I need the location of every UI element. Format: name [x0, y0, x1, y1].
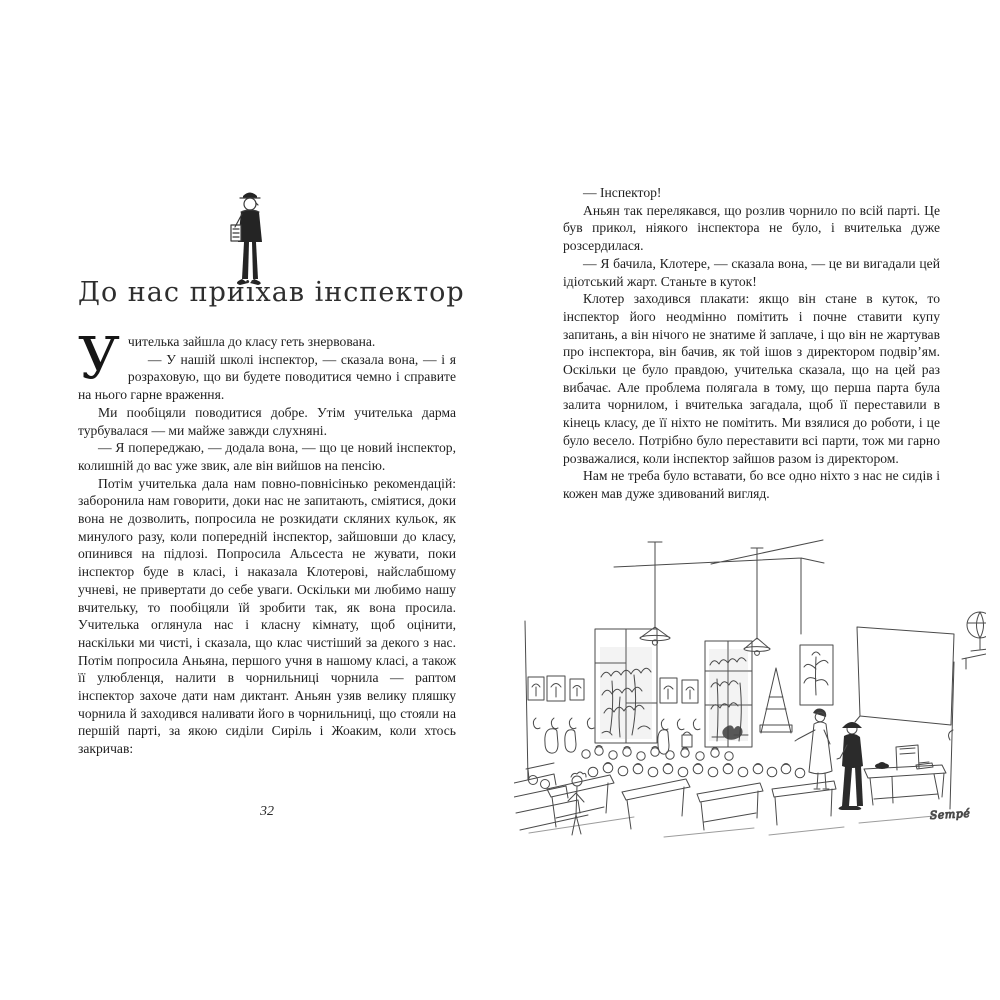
right-page-body — [563, 184, 940, 503]
window-with-plants-left — [595, 629, 657, 743]
page-number: 32 — [260, 804, 274, 819]
body-paragraph: Потім учителька дала нам повно-повнісінько рекомендацій: заборонила нам говорити, доки нас не запитають, сміятися, доки вона не дозволить, попросила не розкидати скляних кульок, як минулого разу, коли попередній інспектор, зайшовши до класу, опинився на підлозі. Попросила Альсеста не жувати, поки інспектор буде в класі, і наказала Клотерові, найслабшому учневі, не привертати до себе уваги. Оскільки ми любимо нашу вчительку, то пообіцяли їй зробити так, як вона просила. Учителька оглянула нас і класну кімнату, щоб оцінити, наскільки ми чисті, і сказала, що клас чистіший за декого з нас. Потім попросила Аньяна, першого учня в нашому класі, а також її улюбленця, налити в чорнильниці чорнила — раптом інспектор захоче дати нам диктант. Аньян узяв велику пляшку чорнила й заходився наливати його в чорнильниці, що стояли на першій парті, за якою сиділи Сиріль і Жоаким, коли хтось закричав: — [78, 475, 456, 757]
framed-pictures-left — [528, 676, 584, 701]
pendant-lamp-icon — [640, 542, 670, 645]
window-pole-left — [525, 621, 528, 780]
artist-signature: Sempé — [929, 806, 971, 822]
botanical-chart — [800, 645, 833, 705]
body-paragraph: Ми пообіцяли поводитися добре. Утім учителька дарма турбувалася — ми майже завжди слухняні. — [78, 404, 456, 438]
teacher-figure — [795, 709, 832, 790]
blackboard — [855, 627, 954, 725]
inspector-figure — [837, 722, 863, 810]
left-page-body — [78, 324, 456, 758]
window-pole-right — [949, 662, 954, 809]
body-paragraph: — У нашій школі інспектор, — сказала вона, — і я розраховую, що ви будете поводитися чемно і справите на нього гарне враження. — [78, 351, 456, 403]
framed-pictures-middle — [660, 678, 698, 703]
window-with-plants-right — [705, 641, 752, 747]
drop-cap: У — [78, 324, 120, 392]
body-paragraph: — Інспектор! — [583, 185, 662, 200]
body-paragraph: — Я попереджаю, — додала вона, — що це новий інспектор, колишній до вас уже звик, але він вийшов на пенсію. — [78, 440, 456, 473]
paragraph-text: чителька зайшла до класу геть знервована. — [127, 334, 376, 349]
chapter-title: До нас приїхав інспектор — [78, 277, 465, 308]
inspector-man-figure-illustration — [222, 187, 278, 291]
school-desks — [547, 775, 836, 830]
teacher-desk — [864, 745, 946, 805]
ceiling-lines — [614, 540, 824, 634]
body-paragraph: — Я бачила, Клотере, — сказала вона, — це ви вигадали цей ідіотський жарт. Станьте в куток! — [563, 255, 940, 289]
coat-hooks-left — [533, 718, 594, 753]
body-paragraph: Клотер заходився плакати: якщо він стане в куток, то інспектор його неодмінно помітить і почне ставити купу запитань, а він нічого не знатиме й заплаче, і що він не жартував про інспектора, він бачив, як той ішов з директором подвір’ям. Оскільки це було правдою, учителька сказала, що на цей раз вибачає. Але проблема полягала в тому, що перша парта була залита чорнилом, і вчителька загадала, щоб її переставили в кінець класу, де її ніхто не помітить. Ми взялися до роботи, і це було весело. Потрібно було переставити всі парти, тож ми гарно розважалися, коли інспектор зайшов разом із директором. — [563, 291, 940, 466]
body-paragraph: Нам не треба було вставати, бо все одно ніхто з нас не сидів і кожен мав дуже здивований вигляд. — [563, 468, 940, 501]
floor-lines — [529, 816, 934, 837]
coat-hooks-middle — [658, 719, 700, 754]
pendant-lamp-icon — [744, 548, 770, 655]
step-ladder — [760, 668, 792, 733]
globe — [962, 612, 986, 669]
body-paragraph: Аньян так перелякався, що розлив чорнило по всій парті. Це був прикол, ніякого інспектора не було, і вчителька дуже розсердилася. — [563, 202, 940, 254]
classroom-illustration — [514, 537, 986, 855]
